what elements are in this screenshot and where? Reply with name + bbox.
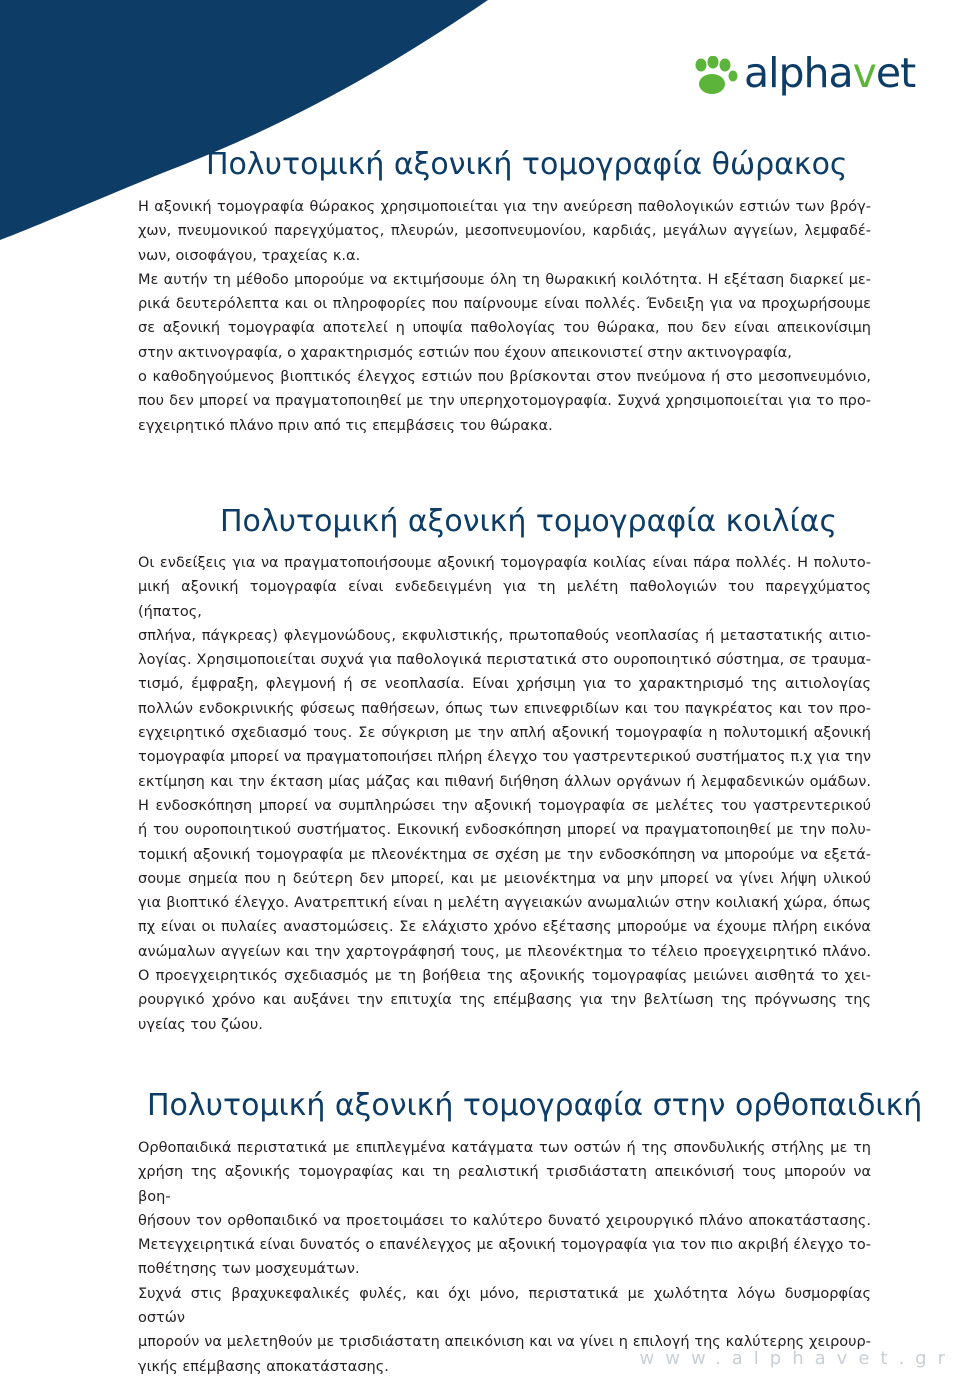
text-line: ανώμαλων αγγείων και την χαρτογράφησή τους, με πλεονέκτημα το τέλειο προεγχειρητικό πλάνο.: [138, 943, 871, 960]
text-line: γικής επέμβασης αποκατάστασης.: [138, 1358, 389, 1375]
paw-icon: [692, 56, 738, 96]
text-line: Με αυτήν τη μέθοδο μπορούμε να εκτιμήσουμε όλη τη θωρακική κοιλότητα. Η εξέταση διαρκεί με-: [138, 271, 871, 288]
text-line: σουμε σημεία που η δεύτερη δεν μπορεί, και με μειονέκτημα να μην μπορεί να γίνει λήψη υλικού: [138, 870, 871, 887]
text-line: στην ακτινογραφία, ο χαρακτηρισμός εστιών που έχουν απεικονιστεί στην ακτινογραφία,: [138, 344, 792, 361]
text-line: εγχειρητικό πλάνο πριν από τις επεμβάσεις του θώρακα.: [138, 417, 553, 434]
text-line: νων, οισοφάγου, τραχείας κ.α.: [138, 247, 361, 264]
text-line: υγείας του ζώου.: [138, 1016, 263, 1033]
text-line: Η ενδοσκόπηση μπορεί να συμπληρώσει την αξονική τομογραφία σε μελέτες του γαστρεντερικού: [138, 797, 871, 814]
text-line: Ορθοπαιδικά περιστατικά με επιπλεγμένα κατάγματα των οστών ή της σπονδυλικής στήλης με τη: [138, 1140, 871, 1156]
text-line: μική αξονική τομογραφία είναι ενδεδειγμένη για τη μελέτη παθολογιών του παρεγχύματος (ήπατος,: [138, 579, 871, 620]
text-line: Ο προεγχειρητικός σχεδιασμός με τη βοήθεια της αξονικής τομογραφίας μειώνει αισθητά το χει-: [138, 968, 871, 985]
text-line: τομική αξονική τομογραφία με πλεονέκτημα σε σχέση με την ενδοσκόπηση να μπορούμε να εξετά-: [138, 846, 871, 863]
text-line: μπορούν να μελετηθούν με τρισδιάστατη απεικόνιση και να γίνει η επιλογή της καλύτερης χειρουρ-: [138, 1334, 871, 1351]
text-line: Μετεγχειρητικά είναι δυνατός ο επανέλεγχος με αξονική τομογραφία για τον πιο ακριβή έλεγχο το-: [138, 1237, 871, 1254]
text-line: τομογραφία μπορεί να πραγματοποιήσει πλήρη έλεγχο του γαστρεντερικού συστήματος π.χ για την: [138, 749, 871, 766]
text-line: εγχειρητικό σχεδιασμό τους. Σε σύγκριση με την απλή αξονική τομογραφία η πολυτομική αξονική: [138, 725, 871, 742]
text-line: πχ είναι οι πυλαίες αναστομώσεις. Σε ελάχιστο χρόνο εξέτασης μπορούμε να έχουμε πλήρη εικόνα: [138, 919, 871, 936]
text-line: ρικά δευτερόλεπτα και οι πληροφορίες που παίρνουμε είναι πολλές. Ένδειξη για να προχωρήσουμε: [138, 296, 871, 313]
text-line: χων, πνευμονικού παρεγχύματος, πλευρών, μεσοπνευμονίου, καρδιάς, μεγάλων αγγείων, λεμφαδέ-: [138, 223, 871, 240]
text-line: σε αξονική τομογραφία αποτελεί η υποψία παθολογίας του θώρακα, που δεν είναι απεικονίσιμη: [138, 320, 871, 337]
text-line: σπλήνα, πάγκρεας) φλεγμονώδους, εκφυλιστικής, πρωτοπαθούς νεοπλασίας ή μεταστατικής αιτιο-: [138, 627, 871, 644]
section-title-orthopedics: Πολυτομική αξονική τομογραφία στην ορθοπαιδική: [147, 1088, 923, 1123]
section-body-thorax: [138, 195, 871, 438]
text-line: χρήση της αξονικής τομογραφίας και τη ρεαλιστική τρισδιάστατη απεικόνισή τους μπορούν να βοη-: [138, 1164, 871, 1205]
text-line: που δεν μπορεί να πραγματοποιηθεί με την υπερηχοτομογραφία. Συχνά χρησιμοποιείται για το προ-: [138, 393, 871, 410]
text-line: ή του ουροποιητικού συστήματος. Εικονική ενδοσκόπηση μπορεί να πραγματοποιηθεί με την πολυ-: [138, 822, 871, 839]
text-line: θήσουν τον ορθοπαιδικό να προετοιμάσει το καλύτερο δυνατό χειρουργικό πλάνο αποκατάστασης.: [138, 1212, 871, 1229]
section-body-abdomen: [138, 551, 871, 1037]
text-line: ποθέτησης των μοσχευμάτων.: [138, 1261, 360, 1278]
text-line: για βιοπτικό έλεγχο. Ανατρεπτική είναι η μελέτη αγγειακών ανωμαλιών στην κοιλιακή χώρα, όπως: [138, 895, 871, 912]
text-line: Οι ενδείξεις για να πραγματοποιήσουμε αξονική τομογραφία κοιλίας είναι πάρα πολλές. Η πολυτο-: [138, 555, 871, 571]
alphavet-logo: [692, 49, 932, 100]
logo-wordmark: alphavet: [744, 49, 916, 97]
text-line: τισμό, έμφραξη, φλεγμονή ή σε νεοπλασία. Είναι χρήσιμη για το χαρακτηρισμό της αιτιολογίας: [138, 676, 871, 693]
text-line: ρουργικό χρόνο και αυξάνει την επιτυχία της επέμβασης για την βελτίωση της πρόγνωσης της: [138, 992, 871, 1009]
footer-url: www.alphavet.gr: [639, 1348, 956, 1369]
section-title-thorax: Πολυτομική αξονική τομογραφία θώρακος: [206, 147, 848, 182]
text-line: πολλών ενδοκρινικής φύσεως παθήσεων, όπως των επινεφριδίων και του παγκρέατος και τον προ-: [138, 700, 871, 717]
text-line: λογίας. Χρησιμοποιείται συχνά για παθολογικά περιστατικά στο ουροποιητικό σύστημα, σε τραυμα-: [138, 652, 871, 669]
section-body-orthopedics: [138, 1136, 871, 1379]
text-line: ο καθοδηγούμενος βιοπτικός έλεγχος εστιών που βρίσκονται στον πνεύμονα ή στο μεσοπνευμόνιο,: [138, 369, 871, 386]
text-line: Η αξονική τομογραφία θώρακος χρησιμοποιείται για την ανεύρεση παθολογικών εστιών των βρόγ-: [138, 199, 871, 215]
text-line: Συχνά στις βραχυκεφαλικές φυλές, και όχι μόνο, περιστατικά με χωλότητα λόγω δυσμορφίας οστών: [138, 1285, 871, 1327]
text-line: εκτίμηση και την έκταση μίας μάζας και πιθανή διήθηση άλλων οργάνων ή λεμφαδενικών ομάδων.: [138, 773, 871, 790]
section-title-abdomen: Πολυτομική αξονική τομογραφία κοιλίας: [220, 504, 838, 539]
